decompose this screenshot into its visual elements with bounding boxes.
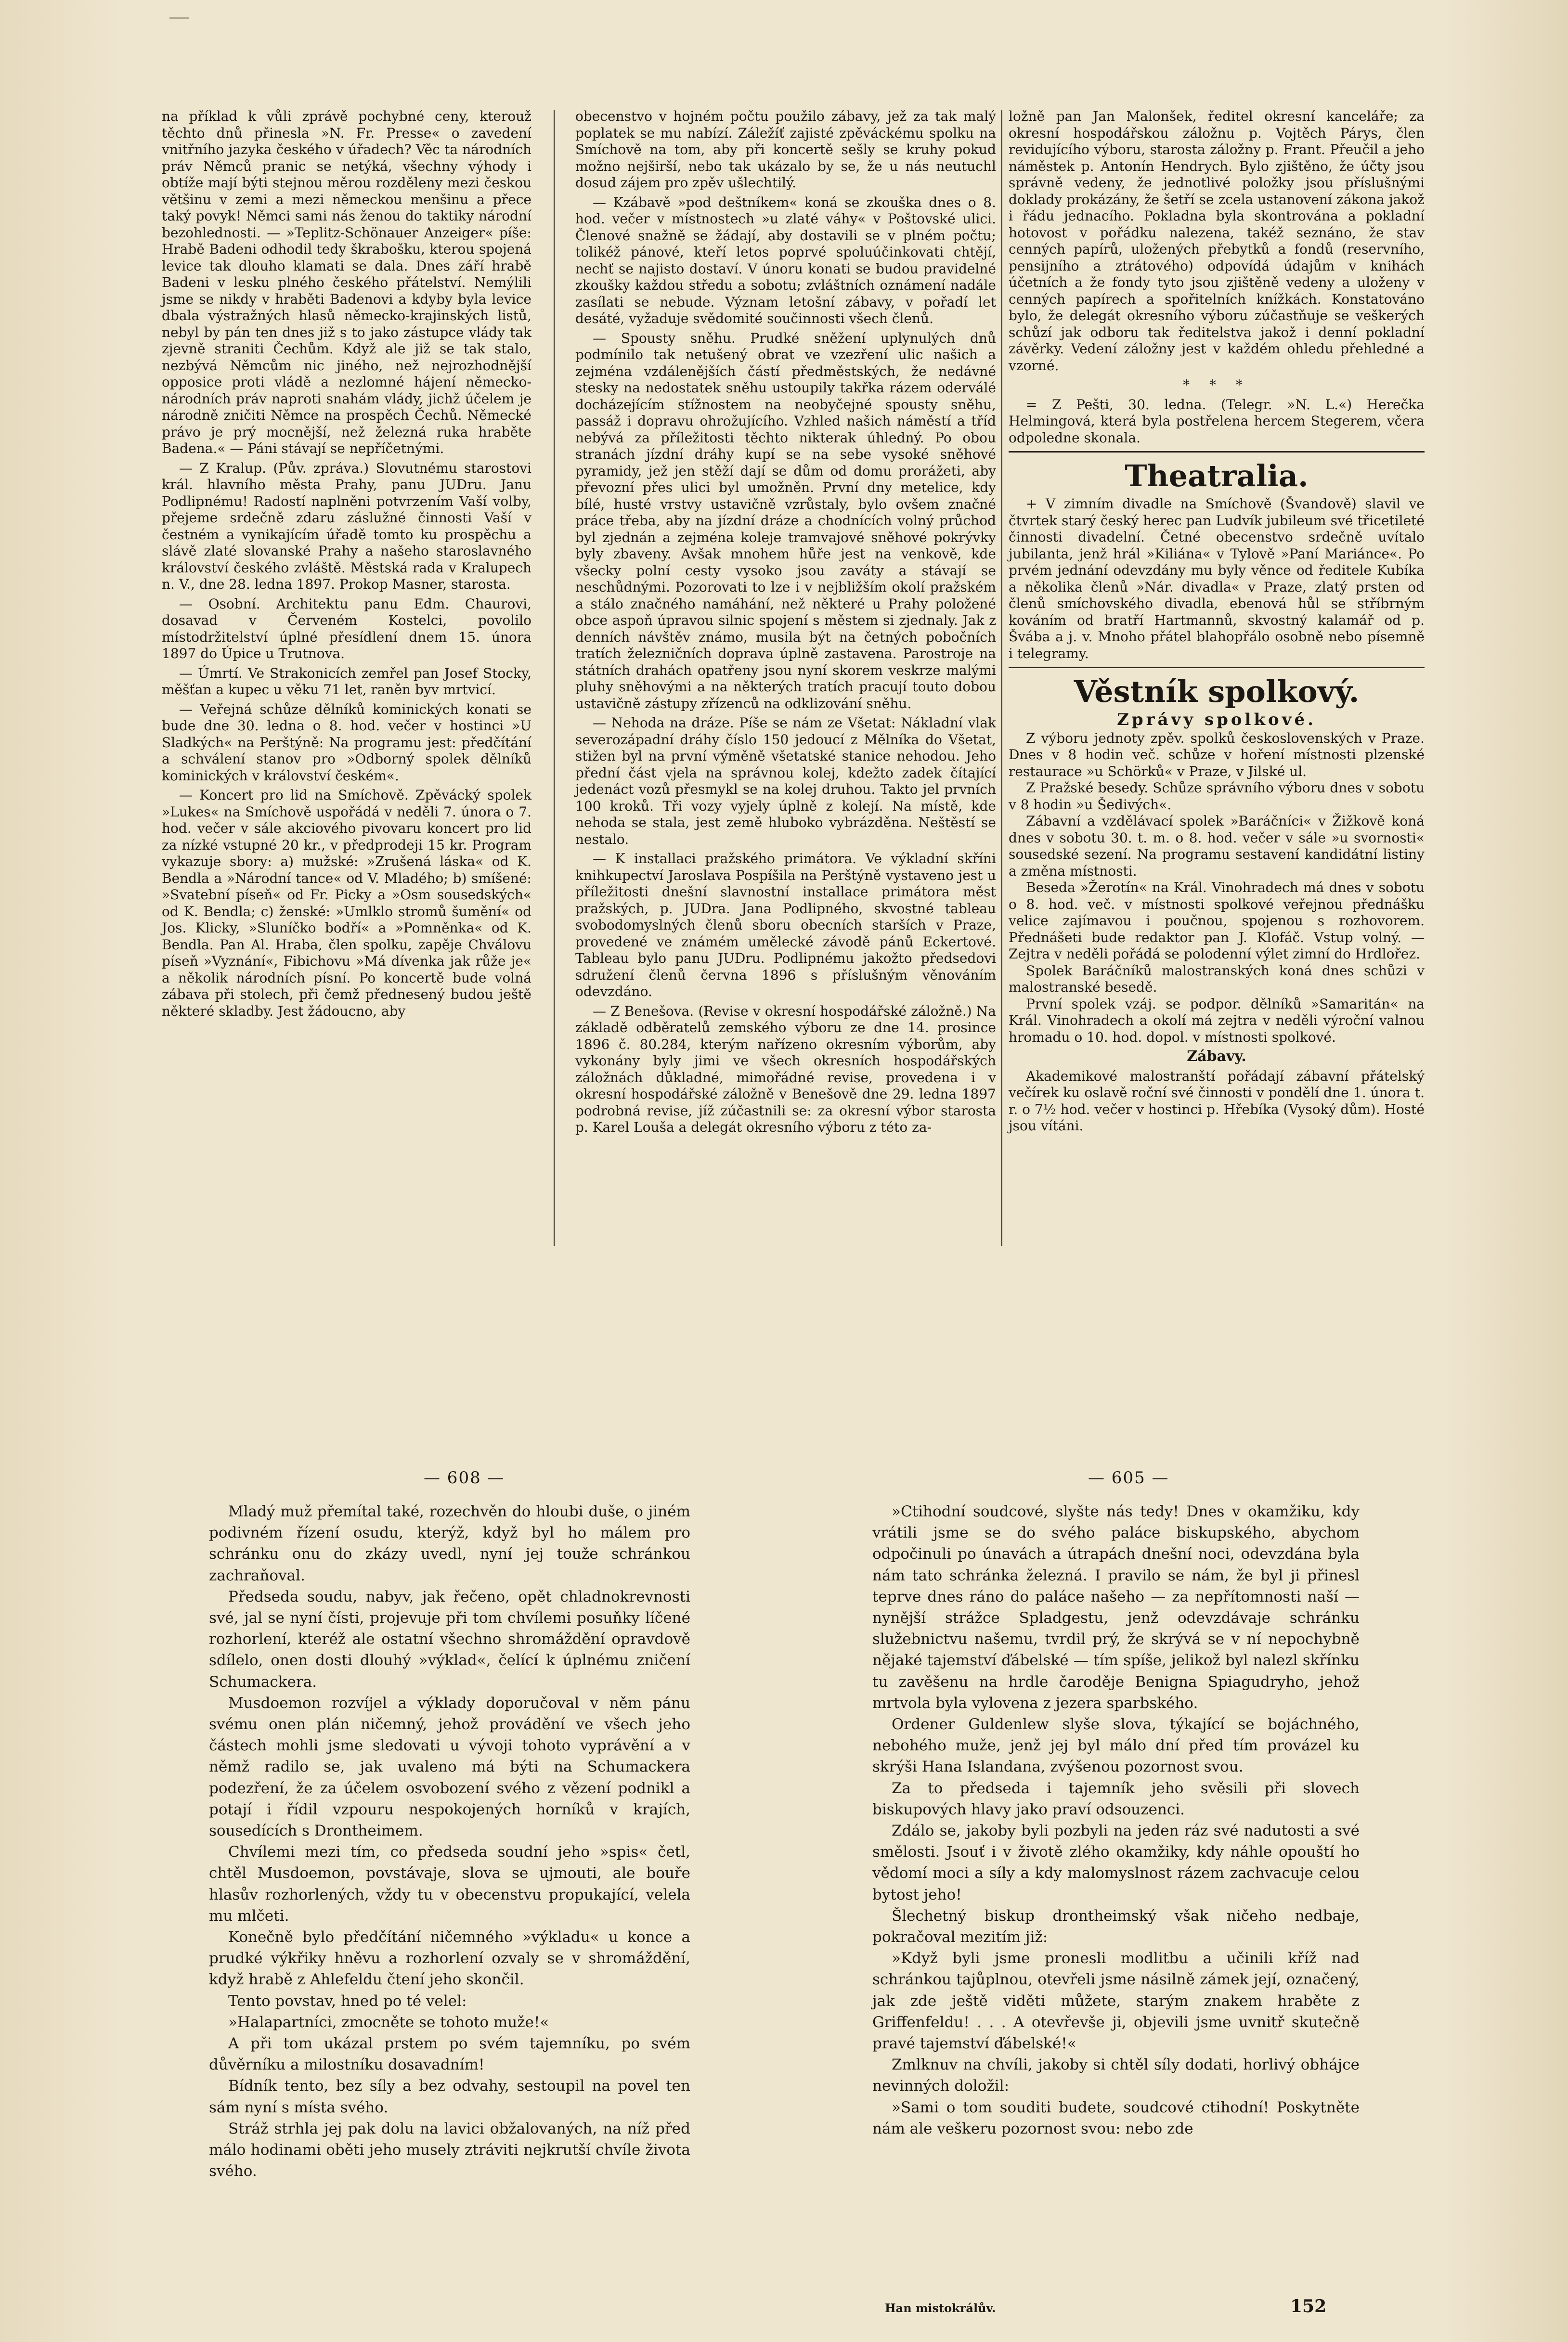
story-paragraph: Šlechetný biskup drontheimský však ničeho nedbaje, pokračoval mezitím již:	[872, 1907, 1360, 1946]
section-heading-vestnik: Věstník spolkový.	[1074, 674, 1360, 709]
page-number-left: — 608 —	[424, 1468, 505, 1488]
list-item: Z výboru jednoty zpěv. spolků československých v Praze. Dnes v 8 hodin več. schůze v hoření místnosti plzenské restaurace »u Schörků« v Praze, v Jilské ul.	[1009, 730, 1425, 779]
article-paragraph: ložně pan Jan Malonšek, ředitel okresní kanceláře; za okresní hospodářskou záložnu p. Vojtěch Párys, člen revidujícího výboru, starosta záložny p. Frant. Přeučil a jeho náměstek p. Antonín Hendrych. Bylo zjištěno, že účty jsou správně vedeny, že jednotlivé položky jsou příslušnými doklady prokázány, že šetří se zcela ustanovení zákona jakož i řádu jednacího. Pokladna byla skontrována a pokladní hotovost v pořádku nalezena, takéž seznáno, že stav cenných papírů, uložených přebytků a fondů (reservního, pensijního a ztrátového) odpovídá údajům v knihách účetních a že fondy tyto jsou zjištěně vedeny a uloženy v cenných papírech a spořitelních knížkách. Konstatováno bylo, že delegát okresního výboru zúčastňuje se veškerých schůzí jak odboru tak ředitelstva jakož i denní pokladní závěrky. Vedení záložny jest v každém ohledu přehledné a vzorné.	[1009, 108, 1425, 374]
article-schuze-kominicka: — Veřejná schůze dělníků kominických konati se bude dne 30. ledna o 8. hod. večer v hostinci »U Sladkých« na Perštýně: Na programu jest: předčítání a schválení stanov pro »Odborný spolek dělníků kominických v království českém«.	[162, 701, 531, 784]
story-paragraph: Mladý muž přemítal také, rozechvěn do hloubi duše, o jiném podivném řízení osudu, kterýž, když byl ho málem pro schránku onu do zkázy uvedl, nyní jej touže schránkou zachraňoval.	[209, 1503, 690, 1584]
article-kralupy: — Z Kralup. (Pův. zpráva.) Slovutnému starostovi král. hlavního města Prahy, panu JUDru. Janu Podlipnému! Radostí naplněni potvrzením Vaší volby, přejeme srdečně zdaru záslužné činnosti Vaší v čestném a vynikajícím úřadě tomto ku prospěchu a slávě zlaté slovanské Prahy a našeho staroslavného království českého zvláště. Městská rada v Kralupech n. V., dne 28. ledna 1897. Prokop Masner, starosta.	[162, 460, 531, 592]
article-koncert: — Koncert pro lid na Smíchově. Zpěvácký spolek »Lukes« na Smíchově uspořádá v neděli 7. února o 7. hod. večer v sále akciového pivovaru koncert pro lid za nízké vstupné 20 kr., v předprodeji 15 kr. Program vykazuje sbory: a) mužské: »Zrušená láska« od K. Bendla a »Národní tance« od V. Mladého; b) smíšené: »Svatební píseň« od Fr. Picky a »Osm sousedských« od K. Bendla; c) ženské: »Umlklo stromů šumění« od Jos. Klicky, »Sluníčko bodří« a »Pomněnka« od K. Bendla. Pan Al. Hraba, člen spolku, zapěje Chválovu píseň »Vyznání«, Fibichovu »Má dívenka jak růže je« a několik národních písní. Po koncertě bude volná zábava při stolech, při čemž přednesený budou ještě některé skladby. Jest žádoucno, aby	[162, 787, 531, 1019]
list-item: Beseda »Žerotín« na Král. Vinohradech má dnes v sobotu o 8. hod. več. v místnosti spolkové veřejnou přednášku velice zajímavou i poučnou, spojenou s rozhovorem. Přednášeti bude redaktor pan J. Klofáč. Vstup volný. — Zejtra v neděli pořádá se polodenní výlet zimní do Hrdlořez.	[1009, 880, 1425, 962]
column-divider	[1001, 110, 1002, 1246]
story-paragraph: »Halapartníci, zmocněte se tohoto muže!«	[228, 2013, 549, 2031]
article-spousty-snehu: — Spousty sněhu. Prudké sněžení uplynulých dnů podmínilo tak netušený obrat ve vzezření ulic našich a zejména vzdálenějších částí předměstských, že nedávné stesky na nedostatek sněhu ustoupily takřka rázem oderválé docházejícím stížnostem na neobyčejné spousty sněhu, passáž i dopravu ohrožujícího. Vzhled našich náměstí a tříd nebývá za příležitosti těchto nikterak úhledný. Po obou stranách jízdní dráhy kupí se na sebe vysoké sněhové pyramidy, jež jen stěží dají se dům od domu prorážeti, aby převozní přes ulici byl umožněn. První dny metelice, kdy bílé, husté vrstvy ustavičně vzrůstaly, bylo ovšem značné práce třeba, aby na jízdní dráze a chodnících volný průchod byl zjednán a zejména koleje tramvajové sněhové pokrývky byly zbaveny. Avšak mnohem hůře jest na venkově, kde všecky polní cesty vysoko jsou zaváty a stávají se neschůdnými. Pozorovati to lze i v nejbližším okolí pražském a stálo značného namáhání, než některé u Prahy položené obce aspoň úpravou silnic spojení s městem si zjednaly. Jak z denních návštěv známo, musila být na četných pobočních tratích železničních doprava úplně zastavena. Parostroje na státních drahách opatřeny jsou nyní skorem veskrze malými pluhy sněhovými a na některých tratích pracují touto dobou ustavičně zástupy zřízenců na odklizování sněhu.	[575, 330, 996, 712]
list-item: Zábavní a vzdělávací spolek »Baráčníci« v Žižkově koná dnes v sobotu 30. t. m. o 8. hod. večer v sále »u svornosti« sousedské sezení. Na programu sestavení kandidátní listiny a změna místnosti.	[1009, 813, 1425, 879]
section-heading-theatralia: Theatralia.	[1125, 458, 1309, 493]
story-paragraph: Tento povstav, hned po té velel:	[228, 1992, 467, 2010]
story-paragraph: »Ctihodní soudcové, slyšte nás tedy! Dnes v okamžiku, kdy vrátili jsme se do svého paláce biskupského, abychom odpočinuli po únavách a útrapách dnešní noci, odevzdána byla nám tato schránka železná. I pravilo se nám, že byl ji přinesl teprve dnes ráno do paláce našeho — za nepřítomnosti naší — nynější strážce Spladgestu, jenž odevzdávaje schránku služebnictvu našemu, tvrdil prý, že skrývá se v ní nepochybně nějaké tajemství ďábelské — tím spíše, jelikož byl nalezl skřínku tu zavěšenu na hrdle čaroděje Benigna Spiagudryho, jehož mrtvola byla vylovena z jezera sparbského.	[872, 1503, 1360, 1712]
subsection-heading: Zprávy spolkové.	[1117, 710, 1316, 729]
story-paragraph: Za to předseda i tajemník jeho svěsili při slovech biskupových hlavy jako praví odsouzenci.	[872, 1779, 1360, 1818]
list-item: Spolek Baráčníků malostranských koná dnes schůzi v malostranské besedě.	[1009, 962, 1425, 995]
column-1	[162, 108, 531, 1020]
article-nehoda: — Nehoda na dráze. Píše se nám ze Všetat: Nákladní vlak severozápadní dráhy číslo 150 jedoucí z Mělníka do Všetat, stižen byl na první výměně všetatské stanice nehodou. Jeho přední část vjela na správnou kolej, kdežto zadek čítající jedenáct vozů přesmykl se na kolej druhou. Takto jel prvních 100 kroků. Tři vozy vyjely úplně z kolejí. Na místě, kde nehoda se stala, jest země hluboko vybrázděna. Neštěstí se nestalo.	[575, 715, 996, 847]
subsection-heading-zabavy: Zábavy.	[1187, 1048, 1246, 1065]
article-theatralia: + V zimním divadle na Smíchově (Švandově) slavil ve čtvrtek starý český herec pan Ludvík jubileum své třicetileté činnosti divadelní. Četné obecenstvo srdečně uvítalo jubilanta, jenž hrál »Kiliána« v Tylově »Paní Mariánce«. Po prvém jednání odevzdány mu byly věnce od ředitele Kubíka a několika členů »Nár. divadla« v Praze, zlatý prsten od členů smíchovského divadla, ebenová hůl se stříbrným kováním od bratří Hartmannů, skvostný kalamář od p. Švába a j. v. Mnoho přátel blahopřálo osobně nebo písemně i telegramy.	[1009, 496, 1425, 661]
story-paragraph: Chvílemi mezi tím, co předseda soudní jeho »spis« četl, chtěl Musdoemon, povstávaje, slova se ujmouti, ale bouře hlasův rozhorlených, vždy tu v obecenstvu propukající, velela mu mlčeti.	[209, 1843, 690, 1925]
footer-sheet-number: 152	[1290, 2296, 1327, 2316]
serial-story-left	[209, 1501, 690, 2182]
page-number-right: — 605 —	[1088, 1468, 1169, 1488]
article-benesov: — Z Benešova. (Revise v okresní hospodářské záložně.) Na základě odběratelů zemského výboru ze dne 14. prosince 1896 č. 80.284, kterým nařízeno okresním výborům, aby vykonány byly jimi ve všech okresních hospodářských záložnách důkladné, mimořádné revise, provedena i v okresní hospodářské záložně v Benešově dne 29. ledna 1897 podrobná revise, jíž zúčastnili se: za okresní výbor starosta p. Karel Louša a delegát okresního výboru z této za-	[575, 1003, 996, 1135]
column-divider	[554, 110, 555, 1246]
article-paragraph: obecenstvo v hojném počtu použilo zábavy, jež za tak malý poplatek se mu nabízí. Záležíť zajisté zpěváckému spolku na Smíchově na tom, aby při koncertě sešly se kruhy pokud možno nejširší, nebo tak ukázalo by se, že u nás neutuchl dosud zájem pro zpěv ušlechtilý.	[575, 108, 996, 191]
story-paragraph: Stráž strhla jej pak dolu na lavici obžalovaných, na níž před málo hodinami oběti jeho musely ztráviti nejkrutší chvíle života svého.	[209, 2120, 690, 2180]
scan-mark	[169, 17, 189, 19]
story-paragraph: Bídník tento, bez síly a bez odvahy, sestoupil na povel ten sám nyní s místa svého.	[209, 2077, 690, 2116]
story-paragraph: Musdoemon rozvíjel a výklady doporučoval v něm pánu svému onen plán ničemný, jehož provádění ve všech jeho částech mohli jsme sledovati u vývoji tohoto vyprávění a v němž radilo se, jak uvaleno má býti na Schumackera podezření, že za účelem osvobození svého z vězení podnikl a potají i řídil vzpouru nespokojených horníků v krajích, sousedících s Drontheimem.	[209, 1694, 690, 1840]
story-paragraph: Konečně bylo předčítání ničemného »výkladu« u konce a prudké výkřiky hněvu a rozhorlení ozvaly se v shromáždění, když hrabě z Ahlefeldu čtení jeho skončil.	[209, 1928, 690, 1989]
article-umrti: — Úmrtí. Ve Strakonicích zemřel pan Josef Stocky, měšťan a kupec u věku 71 let, raněn byv mrtvicí.	[162, 665, 531, 698]
article-installace: — K installaci pražského primátora. Ve výkladní skříni knihkupectví Jaroslava Pospíšila na Perštýně vystaveno jest u příležitosti dnešní slavnostní installace primátora měst pražských, p. JUDra. Jana Podlipného, skvostné tableau svobodomyslných členů sboru obecních starších v Praze, provedené ve známém umělecké závodě pánů Eckertové. Tableau bylo panu JUDru. Podlipnému jakožto předsedovi sdružení členů června 1896 s příslušným věnováním odevzdáno.	[575, 851, 996, 999]
story-paragraph: A při tom ukázal prstem po svém tajemníku, po svém důvěrníku a milostníku dosavadním!	[209, 2035, 690, 2074]
article-zabavy: Akademikové malostranští pořádají zábavní přátelský večírek ku oslavě roční své činnosti v pondělí dne 1. února t. r. o 7½ hod. večer v hostinci p. Hřebíka (Vysoký dům). Hosté jsou vítáni.	[1009, 1068, 1425, 1134]
serial-story-right	[872, 1501, 1360, 2139]
story-paragraph: Zmlknuv na chvíli, jakoby si chtěl síly dodati, horlivý obhájce nevinných doložil:	[872, 2056, 1360, 2095]
article-telegram: = Z Pešti, 30. ledna. (Telegr. »N. L.«) Herečka Helmingová, která byla postřelena hercem Stegerem, včera odpoledne skonala.	[1009, 396, 1425, 446]
footer-title: Han mistokrálův.	[885, 2301, 996, 2315]
section-separator: * * *	[1183, 377, 1250, 393]
story-paragraph: Zdálo se, jakoby byli pozbyli na jeden ráz své nadutosti a své smělosti. Jsouť i v životě zlého okamžiky, kdy náhle opouští ho vědomí moci a síly a kdy malomyslnost rázem zachvacuje celou bytost jeho!	[872, 1822, 1360, 1903]
section-rule	[1009, 667, 1425, 668]
section-rule	[1009, 451, 1425, 453]
column-2	[575, 108, 996, 1136]
article-paragraph: na příklad k vůli zprávě pochybné ceny, kterouž těchto dnů přinesla »N. Fr. Presse« o zavedení vnitřního jazyka českého v úřadech? Věc ta národních práv Němců pranic se netýká, všechny výhody i obtíže mají býti stejnou měrou rozděleny mezi českou většinu v zemi a mezi německou menšinu a přece taký povyk! Němci sami nás ženou do taktiky národní bezohlednosti. — »Teplitz-Schönauer Anzeiger« píše: Hrabě Badeni odhodil tedy škrabošku, kterou spojená levice tak dlouho klamati se dala. Dnes září hrabě Badeni v lesku plného českého přátelství. Nemýlili jsme se nikdy v hraběti Badenovi a kdyby byla levice dbala výstražných hlasů německo-krajinských listů, nebyl by pán ten dnes již s to jako zástupce vlády tak zjevně straniti Čechům. Když ale již se tak stalo, nezbývá Němcům nic jiného, než nejrozhodnější opposice proti vládě a nezlomné hájení německo-národních práv naproti snahám vlády, jichž účelem je národně zničiti Němce na prospěch Čechů. Německé právo je prý mocnější, než železná ruka hraběte Badena.« — Páni stávají se nepříčetnými.	[162, 108, 531, 456]
article-osobni: — Osobní. Architektu panu Edm. Chaurovi, dosavad v Červeném Kostelci, povolilo místodržitelství úplné přesídlení dnem 15. února 1897 do Úpice u Trutnova.	[162, 595, 531, 661]
story-paragraph: »Když byli jsme pronesli modlitbu a učinili kříž nad schránkou tajůplnou, otevřeli jsme násilně zámek její, označený, jak zde ještě viděti můžete, starým znakem hraběte z Griffenfeldu! . . . A otevřevše ji, objevili jsme uvnitř skutečně pravé tajemství ďábelské!«	[872, 1950, 1360, 2053]
story-paragraph: »Sami o tom souditi budete, soudcové ctihodní! Poskytněte nám ale veškeru pozornost svou: nebo zde	[872, 2098, 1360, 2137]
column-3	[1009, 108, 1425, 1135]
article-zabava-destnik: — Kzábavě »pod deštníkem« koná se zkouška dnes o 8. hod. večer v místnostech »u zlaté váhy« v Poštovské ulici. Členové snažně se žádají, aby dostavili se v plném počtu; tolikéž pánové, kteří letos poprvé spoluúčinkovati chtějí, nechť se najisto dostaví. V únoru konati se budou pravidelné zkoušky každou středu a sobotu; zvláštních oznámení nadále zasílati se nebude. Význam letošní zábavy, v pořadí let desáté, vyžaduje svědomité součinnosti všech členů.	[575, 194, 996, 326]
story-paragraph: Předseda soudu, nabyv, jak řečeno, opět chladnokrevnosti své, jal se nyní čísti, projevuje při tom chvílemi posuňky líčené rozhorlení, kteréž ale ostatní všechno shromáždění opravdově sdílelo, onen dosti dlouhý »výklad«, čelící k úplnému zničení Schumackera.	[209, 1588, 690, 1691]
list-item: Z Pražské besedy. Schůze správního výboru dnes v sobotu v 8 hodin »u Šedivých«.	[1009, 780, 1425, 813]
list-item: První spolek vzáj. se podpor. dělníků »Samaritán« na Král. Vinohradech a okolí má zejtra v neděli výroční valnou hromadu o 10. hod. dopol. v místnosti spolkové.	[1009, 996, 1425, 1045]
story-paragraph: Ordener Guldenlew slyše slova, týkající se bojáchného, nebohého muže, jenž jej byl málo dní před tím provázel ku skrýši Hana Islandana, zvýšenou pozornost svou.	[872, 1716, 1360, 1776]
